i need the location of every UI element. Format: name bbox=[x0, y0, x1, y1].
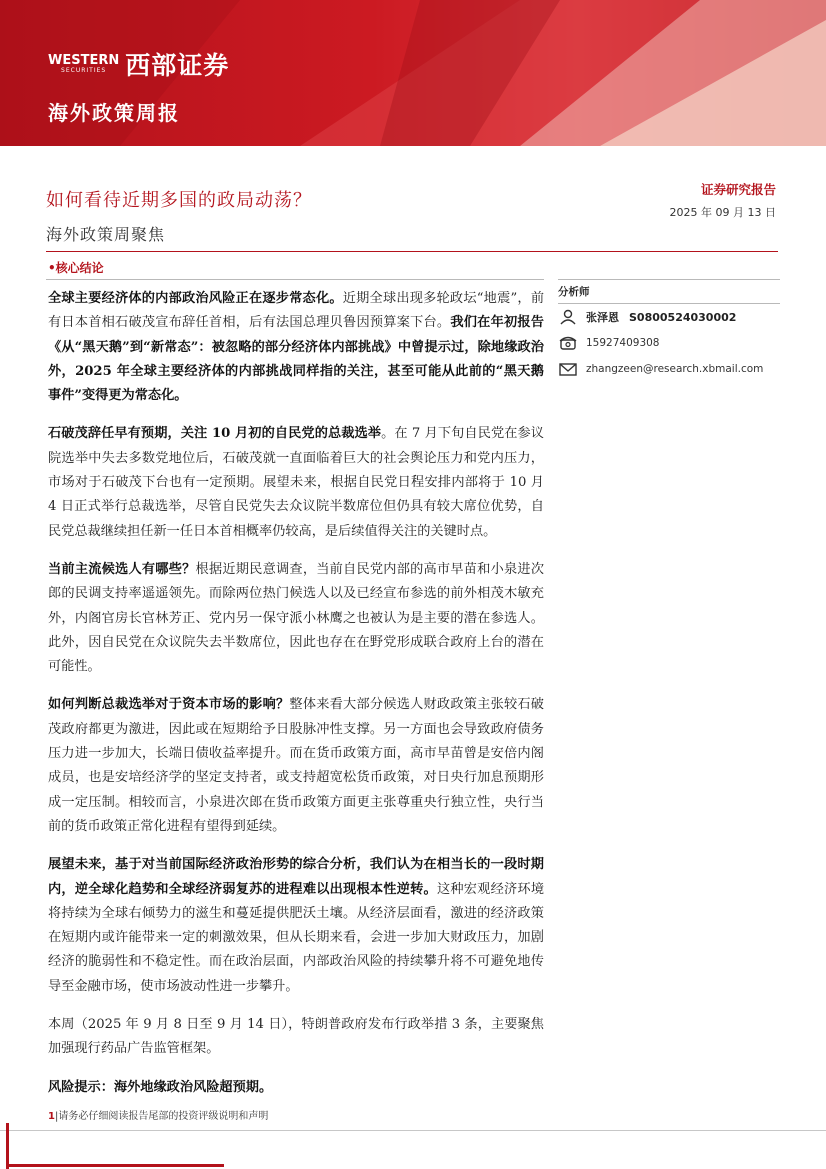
bold-text: 全球主要经济体的内部政治风险正在逐步常态化。 bbox=[48, 291, 343, 306]
footer-divider bbox=[0, 1130, 826, 1131]
analyst-cert-id: S0800524030002 bbox=[629, 310, 737, 324]
paragraph bbox=[48, 558, 544, 679]
paragraph bbox=[48, 693, 544, 839]
body-text: 本周（2025 年 9 月 8 日至 9 月 14 日），特朗普政府发布行政举措 3 条，主要聚焦加强现行药品广告监管框架。 bbox=[48, 1017, 544, 1057]
body-column bbox=[48, 287, 544, 1114]
bold-text: 展望未来，基于对当前国际经济政治形势的综合分析，我们认为在相当长的一段时期内，逆全球化趋势和全球经济弱复苏的进程难以出现根本性逆转。 bbox=[48, 857, 544, 897]
analyst-name-row bbox=[558, 304, 780, 330]
paragraph bbox=[48, 287, 544, 408]
sidebar-divider bbox=[558, 279, 780, 280]
company-logo bbox=[48, 46, 229, 82]
report-date: 2025 年 09 月 13 日 bbox=[669, 206, 776, 219]
logo-chinese: 西部证券 bbox=[125, 51, 230, 80]
page-footer bbox=[48, 1107, 268, 1122]
body-text: 。在 7 月下旬自民党在参议院选举中失去多数党地位后，石破茂就一直面临着巨大的社会舆论压力和党内压力，市场对于石破茂下台也有一定预期。展望未来，根据自民党日程安排内部将于 10 月 4 日正式举行总裁选举，尽管自民党失去众议院半数席位但仍具有较大席位优势，自民党总裁继续担任新一任日本首相概率仍较高，是后续值得关注的关键时点。 bbox=[48, 426, 544, 539]
report-type: 证券研究报告 bbox=[700, 182, 776, 197]
body-text: 整体来看大部分候选人财政政策主张较石破茂政府都更为激进，因此或在短期给予日股脉冲性支撑。另一方面也会导致政府债务压力进一步加大，长端日债收益率提升。而在货币政策方面，高市早苗曾是安倍内阁成员，也是安培经济学的坚定支持者，或支持超宽松货币政策，对日央行加息预期形成一定压制。相较而言，小泉进次郎在货币政策方面更主张尊重央行独立性，央行当前的货币政策正常化进程有望得到延续。 bbox=[48, 697, 544, 834]
paragraph bbox=[48, 1076, 544, 1100]
paragraph bbox=[48, 422, 544, 543]
paragraph bbox=[48, 1013, 544, 1062]
paragraph bbox=[48, 853, 544, 999]
analyst-phone-row bbox=[558, 330, 780, 356]
corner-accent-horizontal bbox=[6, 1164, 224, 1167]
bold-text: 我们在年初报告《从“黑天鹅”到“新常态”：被忽略的部分经济体内部挑战》中曾提示过，除地缘政治外，2025 年全球主要经济体的内部挑战同样指的关注，甚至可能从此前的“黑天鹅事件”变得更为常态化。 bbox=[48, 315, 544, 404]
banner-title: 海外政策周报 bbox=[48, 101, 180, 125]
bold-text: 风险提示：海外地缘政治风险超预期。 bbox=[48, 1079, 273, 1095]
title-divider bbox=[46, 251, 778, 252]
logo-english: WESTERN SECURITIES bbox=[48, 52, 120, 74]
bold-text: 石破茂辞任早有预期，关注 10 月初的自民党的总裁选举 bbox=[48, 426, 382, 442]
body-text: 这种宏观经济环境将持续为全球右倾势力的滋生和蔓延提供肥沃土壤。从经济层面看，激进的经济政策在短期内或许能带来一定的刺激效果，但从长期来看，会进一步加大财政压力，加剧经济的脆弱性和不稳定性。而在政治层面，内部政治风险的持续攀升将不可避免地传导至金融市场，使市场波动性进一步攀升。 bbox=[48, 881, 545, 994]
corner-accent-vertical bbox=[6, 1123, 9, 1169]
page-number: 1 bbox=[48, 1111, 55, 1122]
analyst-heading: 分析师 bbox=[558, 286, 590, 298]
body-text: 近期全球出现多轮政坛“地震”，前有日本首相石破茂宣布辞任首相，后有法国总理贝鲁因预算案下台。 bbox=[48, 291, 545, 331]
analyst-phone: 15927409308 bbox=[586, 337, 660, 349]
section-label: •核心结论 bbox=[48, 261, 104, 275]
body-text: 根据近期民意调查，当前自民党内部的高市早苗和小泉进次郎的民调支持率遥遥领先。而除两位热门候选人以及已经宣布参选的前外相茂木敏充外，内阁官房长官林芳正、党内另一保守派小林鹰之也被认为是主要的潜在参选人。此外，因自民党在众议院失去半数席位，因此也存在在野党形成联合政府上台的潜在可能性。 bbox=[48, 561, 545, 675]
report-subtitle: 海外政策周聚焦 bbox=[46, 225, 166, 244]
header-banner bbox=[0, 0, 826, 146]
analyst-email-row bbox=[558, 356, 780, 382]
analyst-name: 张泽恩 bbox=[586, 311, 619, 324]
bold-text: 如何判断总裁选举对于资本市场的影响？ bbox=[48, 697, 290, 713]
mail-icon bbox=[558, 361, 578, 377]
analyst-email: zhangzeen@research.xbmail.com bbox=[586, 363, 764, 375]
phone-icon bbox=[558, 335, 578, 351]
section-divider bbox=[46, 279, 544, 280]
analyst-sidebar bbox=[558, 279, 780, 382]
bold-text: 当前主流候选人有哪些？ bbox=[48, 561, 196, 577]
person-icon bbox=[558, 309, 578, 325]
report-title: 如何看待近期多国的政局动荡？ bbox=[46, 190, 312, 211]
footer-disclaimer: |请务必仔细阅读报告尾部的投资评级说明和声明 bbox=[54, 1111, 269, 1122]
